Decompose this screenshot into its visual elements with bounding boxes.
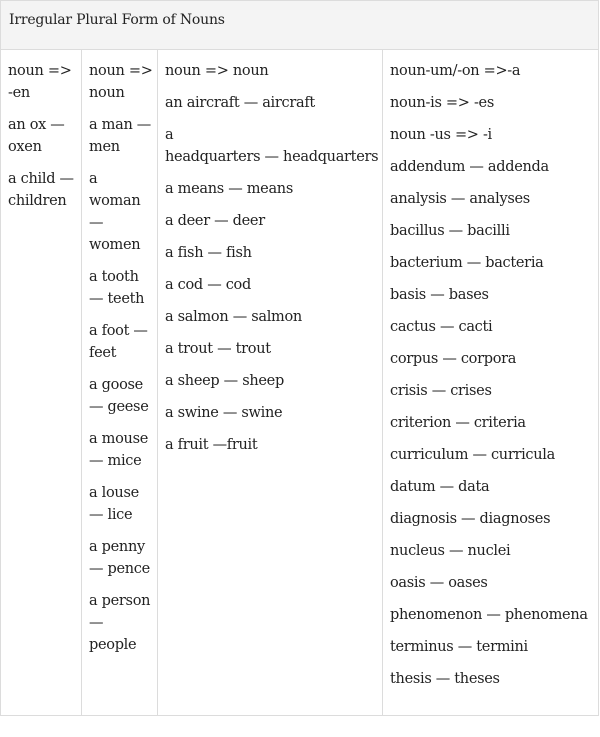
list-item-part: a (165, 127, 174, 143)
list-item: curriculum — curricula (390, 447, 555, 463)
column-header: noun => noun (89, 63, 153, 101)
list-item: basis — bases (390, 287, 489, 303)
column-header: noun => -en (8, 63, 72, 101)
table-title: Irregular Plural Form of Nouns (9, 12, 225, 28)
list-item: phenomenon — phenomena (390, 607, 588, 623)
list-item: a cod — cod (165, 277, 251, 293)
list-item: crisis — crises (390, 383, 492, 399)
column-header: noun => noun (165, 63, 269, 79)
list-item: corpus — corpora (390, 351, 517, 367)
list-item: addendum — addenda (390, 159, 549, 175)
list-item: a penny — pence (89, 539, 150, 577)
list-item: a mouse — mice (89, 431, 148, 469)
list-item: noun -us => -i (390, 127, 492, 143)
list-item: a swine — swine (165, 405, 283, 421)
list-item: cactus — cacti (390, 319, 493, 335)
list-item: an aircraft — aircraft (165, 95, 315, 111)
column-noun-unchanged-vowel (82, 50, 158, 715)
list-item: a person — people (89, 593, 151, 653)
column-latin-greek (383, 50, 598, 715)
list-item: a tooth — teeth (89, 269, 145, 307)
list-item: a man — men (89, 117, 151, 155)
list-item: a salmon — salmon (165, 309, 302, 325)
list-item: a child — children (8, 171, 74, 209)
list-item: bacillus — bacilli (390, 223, 510, 239)
list-item: a sheep — sheep (165, 373, 284, 389)
list-item: nucleus — nuclei (390, 543, 511, 559)
list-item: thesis — theses (390, 671, 500, 687)
list-item: a fruit —fruit (165, 437, 258, 453)
column-header: noun-um/-on =>-a (390, 63, 521, 79)
list-item: terminus — termini (390, 639, 528, 655)
list-item: a goose — geese (89, 377, 149, 415)
list-item: a trout — trout (165, 341, 271, 357)
list-item: analysis — analyses (390, 191, 530, 207)
list-item: diagnosis — diagnoses (390, 511, 551, 527)
list-item: a means — means (165, 181, 293, 197)
list-item: bacterium — bacteria (390, 255, 544, 271)
list-item: an ox — oxen (8, 117, 65, 155)
list-item: a louse — lice (89, 485, 139, 523)
column-en (1, 50, 82, 715)
list-item-part: headquarters — headquarters (165, 149, 379, 165)
list-item: a deer — deer (165, 213, 265, 229)
list-item: datum — data (390, 479, 490, 495)
list-item: noun-is => -es (390, 95, 494, 111)
list-item: a foot — feet (89, 323, 148, 361)
list-item: oasis — oases (390, 575, 488, 591)
list-item: criterion — criteria (390, 415, 526, 431)
table-title-row (1, 1, 598, 50)
list-item (165, 124, 379, 168)
column-noun-same (158, 50, 383, 715)
list-item: a woman — women (89, 171, 141, 253)
list-item: a fish — fish (165, 245, 252, 261)
